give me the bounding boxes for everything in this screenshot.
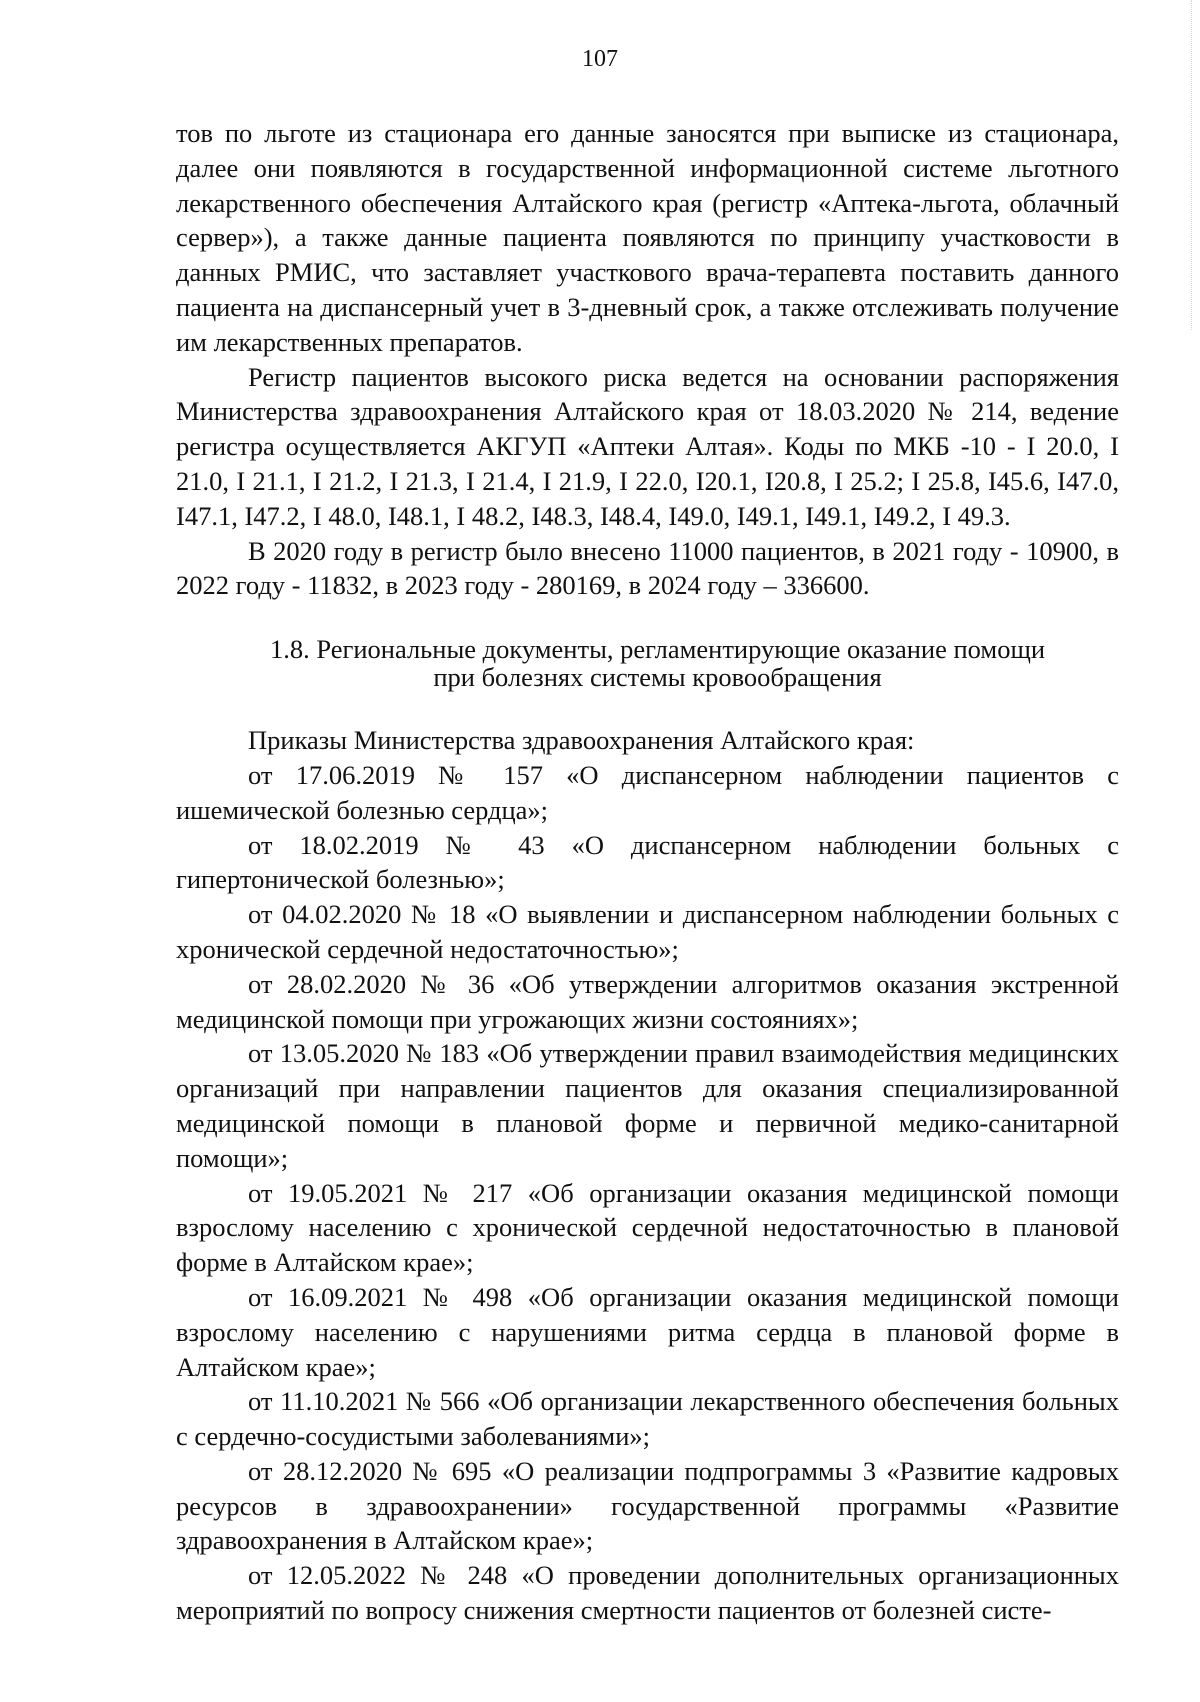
paragraph-high-risk-register: Регистр пациентов высокого риска ведется на основании распоряжения Министерства здравоохранения Алтайского края от 18.03.2020 № 214, ведение регистра осуществляется АКГУП «Аптеки Алтая». Коды по МКБ -10 - I 20.0, I 21.0, I 21.1, I 21.2, I 21.3, I 21.4, I 21.9, I 22.0, I20.1, I20.8, I 25.2; I 25.8, I45.6, I47.0, I47.1, I47.2, I 48.0, I48.1, I 48.2, I48.3, I48.4, I49.0, I49.1, I49.1, I49.2, I 49.3. [176,361,1119,531]
order-item: от 17.06.2019 № 157 «О диспансерном наблюдении пациентов с ишемической болезнью сердца»; [176,759,1119,825]
section-heading [176,635,1119,691]
order-item: от 19.05.2021 № 217 «Об организации оказания медицинской помощи взрослому населению с хронической сердечной недостаточностью в плановой форме в Алтайском крае»; [176,1177,1119,1278]
order-item: от 11.10.2021 № 566 «Об организации лекарственного обеспечения больных с сердечно-сосудистыми заболеваниями»; [176,1386,1119,1452]
order-item: от 28.12.2020 № 695 «О реализации подпрограммы 3 «Развитие кадровых ресурсов в здравоохранении» государственной программы «Развитие здравоохранения в Алтайском крае»; [176,1455,1119,1556]
paragraph-register-statistics: В 2020 году в регистр было внесено 11000 пациентов, в 2021 году - 10900, в 2022 году - 11832, в 2023 году - 280169, в 2024 году – 336600. [176,535,1119,601]
paragraph-continuation: тов по льготе из стационара его данные заносятся при выписке из стационара, далее они появляются в государственной информационной системе льготного лекарственного обеспечения Алтайского края (регистр «Аптека-льгота, облачный сервер»), а также данные пациента появляются по принципу участковости в данных РМИС, что заставляет участкового врача-терапевта поставить данного пациента на диспансерный учет в 3-дневный срок, а также отслеживать получение им лекарственных препаратов. [176,118,1119,357]
order-item: от 18.02.2019 № 43 «О диспансерном наблюдении больных с гипертонической болезнью»; [176,829,1119,895]
page-number: 107 [582,46,618,72]
section-heading-line-1: 1.8. Региональные документы, регламентирующие оказание помощи [269,634,1046,665]
scan-edge-marks [1185,0,1192,330]
orders-intro: Приказы Министерства здравоохранения Алтайского края: [248,725,915,756]
section-heading-line-2: при болезнях системы кровообращения [433,662,882,693]
order-item: от 12.05.2022 № 248 «О проведении дополнительных организационных мероприятий по вопросу снижения смертности пациентов от болезней систе- [176,1560,1119,1626]
order-item: от 13.05.2020 № 183 «Об утверждении правил взаимодействия медицинских организаций при направлении пациентов для оказания специализированной медицинской помощи в плановой форме и первичной медико-санитарной помощи»; [176,1038,1119,1173]
order-item: от 04.02.2020 № 18 «О выявлении и диспансерном наблюдении больных с хронической сердечной недостаточностью»; [176,899,1119,964]
order-item: от 16.09.2021 № 498 «Об организации оказания медицинской помощи взрослому населению с нарушениями ритма сердца в плановой форме в Алтайском крае»; [176,1281,1119,1382]
document-body [176,116,1119,1628]
order-item: от 28.02.2020 № 36 «Об утверждении алгоритмов оказания экстренной медицинской помощи при угрожающих жизни состояниях»; [176,968,1119,1034]
